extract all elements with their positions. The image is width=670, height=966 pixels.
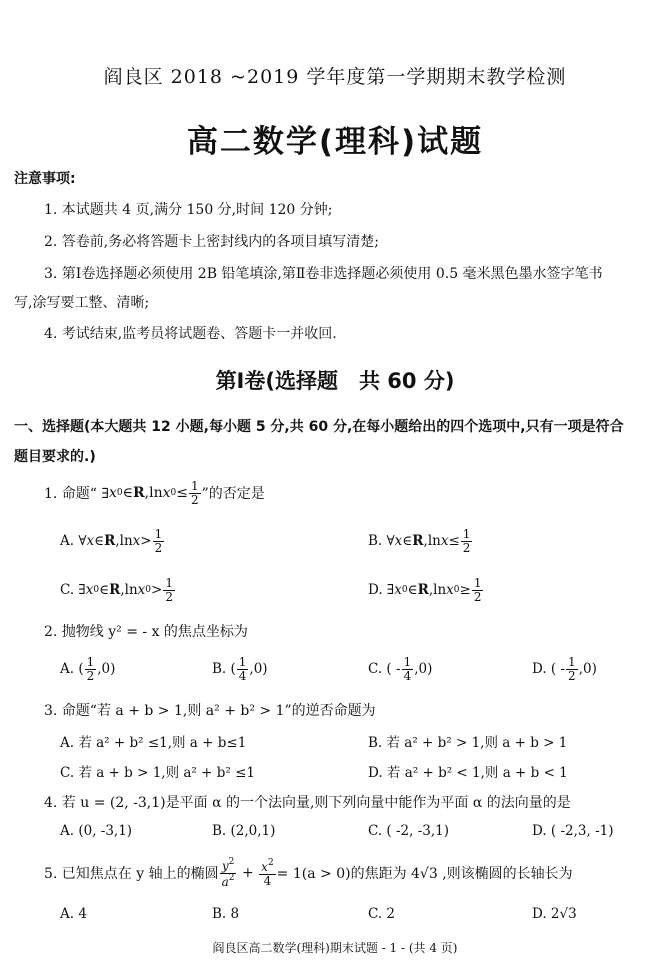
question-4-option-b[interactable]: B. (2,0,1) (212, 823, 276, 839)
fraction: $\frac{1}{2}$ (191, 479, 199, 507)
notice-item-1: 1. 本试题共 4 页,满分 150 分,时间 120 分钟; (44, 202, 333, 218)
notice-item-2: 2. 答卷前,务必将答题卡上密封线内的各项目填写清楚; (44, 234, 379, 250)
part-instructions-cont: 题目要求的.) (14, 449, 96, 465)
school-exam-heading: 阎良区 2018 ~2019 学年度第一学期期末教学检测 (103, 66, 567, 88)
question-1-option-c[interactable]: C. ∃ x 0 ∈ R ,ln x 0 > $\frac{1}{2}$ (60, 576, 173, 604)
question-1-stem: 1. 命题“ ∃ x 0 ∈ R ,ln x 0 ≤ $\frac{1}{2}$ ”的否定是 (44, 479, 265, 507)
question-3-option-c[interactable]: C. 若 a + b > 1,则 a² + b² ≤1 (60, 765, 255, 781)
question-5-option-c[interactable]: C. 2 (368, 906, 396, 922)
question-2-option-d[interactable]: D. ( - $\frac{1}{2}$ ,0) (532, 655, 597, 683)
question-3-option-d[interactable]: D. 若 a² + b² < 1,则 a + b < 1 (368, 765, 568, 781)
question-4-stem: 4. 若 u = (2, -3,1)是平面 α 的一个法向量,则下列向量中能作为平面 α 的法向量的是 (44, 795, 571, 811)
question-1-option-b[interactable]: B. ∀ x ∈ R ,ln x ≤ $\frac{1}{2}$ (368, 527, 471, 555)
question-3-option-b[interactable]: B. 若 a² + b² > 1,则 a + b > 1 (368, 735, 568, 751)
ellipse-x-term: $\frac{x^2}{4}$ (261, 858, 274, 888)
section-title: 第Ⅰ卷(选择题 共 60 分) (215, 369, 455, 393)
question-2-option-c[interactable]: C. ( - $\frac{1}{4}$ ,0) (368, 655, 433, 683)
question-5-option-d[interactable]: D. 2√3 (532, 906, 577, 922)
question-2-option-a[interactable]: A. ( $\frac{1}{2}$ ,0) (60, 655, 116, 683)
question-4-option-c[interactable]: C. ( -2, -3,1) (368, 823, 450, 839)
part-instructions: 一、选择题(本大题共 12 小题,每小题 5 分,共 60 分,在每小题给出的四个选项中,只有一项是符合 (14, 419, 624, 435)
notice-heading: 注意事项: (14, 171, 76, 187)
notice-item-3-cont: 写,涂写要工整、清晰; (14, 295, 150, 311)
question-4-option-a[interactable]: A. (0, -3,1) (60, 823, 133, 839)
question-2-option-b[interactable]: B. ( $\frac{1}{4}$ ,0) (212, 655, 268, 683)
ellipse-y-term: $\frac{y^2}{a^2}$ (221, 857, 235, 889)
question-5-option-a[interactable]: A. 4 (60, 906, 87, 922)
question-3-option-a[interactable]: A. 若 a² + b² ≤1,则 a + b≤1 (60, 735, 247, 751)
notice-item-3: 3. 第Ⅰ卷选择题必须使用 2B 铅笔填涂,第Ⅱ卷非选择题必须使用 0.5 毫米黑色墨水签字笔书 (44, 266, 603, 282)
paper-title: 高二数学(理科)试题 (186, 124, 484, 160)
question-5-option-b[interactable]: B. 8 (212, 906, 240, 922)
question-1-option-d[interactable]: D. ∃ x 0 ∈ R ,ln x 0 ≥ $\frac{1}{2}$ (368, 576, 482, 604)
notice-item-4: 4. 考试结束,监考员将试题卷、答题卡一并收回. (44, 326, 337, 342)
question-4-option-d[interactable]: D. ( -2,3, -1) (532, 823, 614, 839)
question-1-option-a[interactable]: A. ∀ x ∈ R ,ln x > $\frac{1}{2}$ (60, 527, 163, 555)
question-2-stem: 2. 抛物线 y² = - x 的焦点坐标为 (44, 624, 248, 640)
question-5-stem: 5. 已知焦点在 y 轴上的椭圆 $\frac{y^2}{a^2}$ + $\frac{x^2}{4}$ = 1(a > 0)的焦距为 4√3 ,则该椭圆的长轴长为 (44, 857, 573, 889)
page-footer: 阎良区高二数学(理科)期末试题 - 1 - (共 4 页) (212, 941, 458, 955)
question-3-stem: 3. 命题“若 a + b > 1,则 a² + b² > 1”的逆否命题为 (44, 703, 376, 719)
